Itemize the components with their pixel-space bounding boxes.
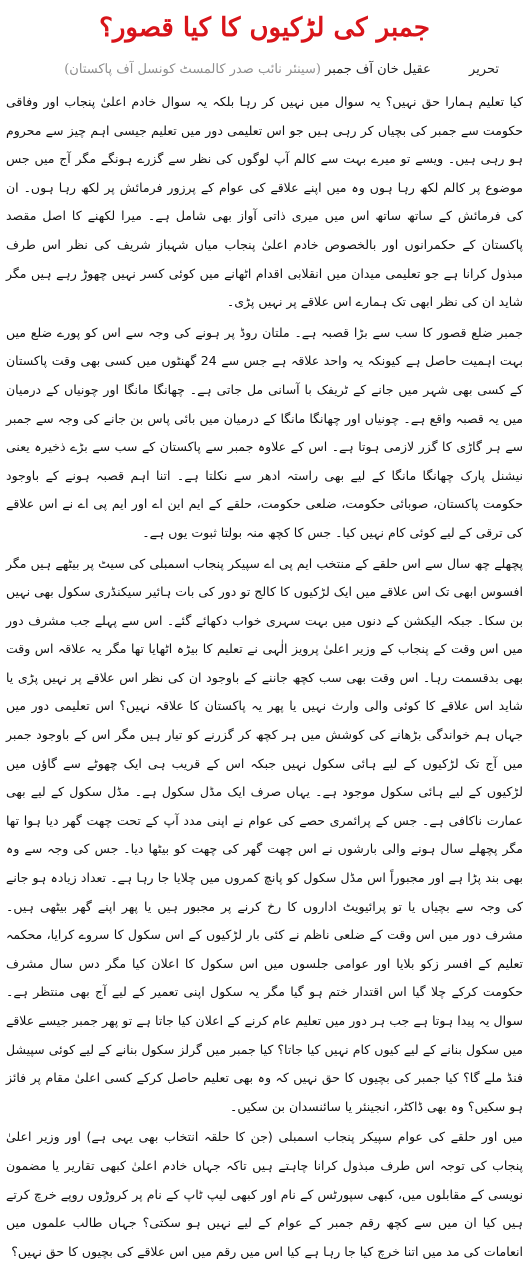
author-name: عقیل خان آف جمبر bbox=[325, 62, 431, 77]
article-page bbox=[0, 4, 529, 1262]
author-role: (سینئر نائب صدر کالمسٹ کونسل آف پاکستان) bbox=[64, 62, 321, 77]
paragraph: جمبر ضلع قصور کا سب سے بڑا قصبہ ہے۔ ملتان روڈ پر ہونے کی وجہ سے اس کو پورے ضلع میں بہت اہمیت حاصل ہے کیونکہ یہ واحد علاقہ ہے جس سے 24 گھنٹوں میں کسی بھی وقت پاکستان کے کسی بھی شہر میں جانے کے ٹریفک با آسانی مل جاتی ہے۔ چھانگا مانگا اور چونیاں کے درمیان میں یہ قصبہ واقع ہے۔ چونیاں اور چھانگا مانگا کے درمیان میں بائی پاس بن جانے کی وجہ سے جمبر سے ہر گاڑی کا گزر لازمی ہوتا ہے۔ اس کے علاوہ جمبر سے پاکستان کے سب سے بڑے ذخیرہ یعنی نیشنل پارک چھانگا مانگا کے لیے بھی راستہ ادھر سے نکلتا ہے۔ اتنا اہم قصبہ ہونے کے باوجود حکومت پاکستان، صوبائی حکومت، ضلعی حکومت، حلقے کے ایم این اے اور ایم پی اے نے اس علاقے کی ترقی کے لیے کوئی کام نہیں کیا۔ جس کا کچھ منہ بولتا ثبوت یوں ہے۔ bbox=[6, 324, 523, 540]
byline bbox=[6, 52, 523, 88]
byline-label: تحریر bbox=[469, 62, 499, 77]
paragraph: پچھلے چھ سال سے اس حلقے کے منتخب ایم پی اے سپیکر پنجاب اسمبلی کی سیٹ پر بیٹھے ہیں مگر افسوس ابھی تک اس علاقے میں ایک لڑکیوں کا کالج تو دور کی بات ہائیر سیکنڈری سکول بھی نہیں بن سکا۔ جبکہ الیکشن کے دنوں میں بہت سہری خواب دکھائے گئے۔ اس سے پہلے جب مشرف دور میں اس وقت کے پنجاب کے وزیر اعلیٰ پرویز الٰہی نے تعلیم کا بیڑہ اٹھایا تھا مگر یہ علاقہ اس وقت بھی بدقسمت رہا۔ اس وقت بھی سب کچھ جاننے کے باوجود ان کی نظر اس علاقے پر نہیں پڑی یا شاید اس علاقے کا کوئی والی وارث نہیں یا پھر یہ پاکستان کا علاقہ نہیں؟ اس تعلیمی دور میں جہاں ہم خواندگی بڑھانے کی کوشش میں ہر کچھ کر گزرنے کو تیار ہیں مگر اس کے باوجود جمبر میں آج تک لڑکیوں کے لیے ہائی سکول نہیں جبکہ اس کے قریب ہی ایک چھوٹے سے گاؤں میں لڑکیوں کے لیے ہائی سکول موجود ہے۔ یہاں صرف ایک مڈل سکول ہے۔ مڈل سکول کے لیے بھی عمارت ناکافی ہے۔ جس کے پرائمری حصے کی عوام نے اپنی مدد آپ کے تحت چھت گھر دیا ہوا تھا مگر پچھلے سال ہونے والی بارشوں نے اس چھت گھر کی چھت کو بیٹھا دیا۔ جس کی وجہ سے وہ بھی بند پڑا ہے اور مجبوراً اس مڈل سکول کو پانچ کمروں میں چلایا جا رہا ہے۔ تعداد زیادہ ہو جانے کی وجہ سے بچیاں یا تو پرائیویٹ اداروں کا رخ کرنے پر مجبور ہیں یا پھر اپنے گھر بیٹھی ہیں۔ مشرف دور میں اس وقت کے ضلعی ناظم نے کئی بار لڑکیوں کے اس سکول کا سروے کرایا، محکمہ تعلیم کے افسر زکو بلایا اور عوامی جلسوں میں اس سکول کا اعلان کیا مگر دس سال مشرف حکومت کرکے چلا گیا اس اقتدار ختم ہو گیا مگر یہ سکول اپنی تعمیر کے لیے آج بھی منتظر ہے۔ سوال یہ پیدا ہوتا ہے جب ہر دور میں تعلیم عام کرنے کے اعلان کیا جاتا ہے تو پھر جمبر جیسے علاقے میں سکول بنانے کے لیے کیوں کام نہیں کیا جاتا؟ کیا جمبر میں گرلز سکول بنانے کے لیے کوئی سپیشل فنڈ ملے گا؟ کیا جمبر کی بچیوں کا حق نہیں کہ وہ بھی تعلیم حاصل کرکے کسی اعلیٰ مقام پر فائز ہو سکیں؟ وہ بھی ڈاکٹر، انجینئر یا سائنسدان بن سکیں۔ bbox=[6, 555, 523, 1114]
article-title: جمبر کی لڑکیوں کا کیا قصور؟ bbox=[99, 13, 430, 43]
paragraph: میں اور حلقے کی عوام سپیکر پنجاب اسمبلی (جن کا حلقہ انتخاب بھی یہی ہے) اور وزیر اعلیٰ پنجاب کی توجہ اس طرف مبذول کرانا چاہتے ہیں تاکہ جہاں خادم اعلیٰ کبھی تقاریر یا مضمون نویسی کے مقابلوں میں، کبھی سپورٹس کے نام اور کبھی لیپ ٹاپ کے نام پر کروڑوں روپے خرچ کرتے ہیں کیا ان میں سے کچھ رقم جمبر کے عوام کے لیے نہیں ہو سکتی؟ جہاں طالب علموں میں انعامات کی مد میں اتنا خرچ کیا جا رہا ہے کیا اس میں رقم میں اس علاقے کی بچیوں کا حق نہیں؟ bbox=[6, 1129, 523, 1259]
article-body bbox=[6, 88, 523, 1266]
paragraph: کیا تعلیم ہمارا حق نہیں؟ یہ سوال میں نہیں کر رہا بلکہ یہ سوال خادم اعلیٰ پنجاب اور وفاقی حکومت سے جمبر کی بچیاں کر رہی ہیں جو اس تعلیمی دور میں تعلیم جیسی اہم چیز سے محروم ہو رہی ہیں۔ ویسے تو میرے بہت سے کالم آپ لوگوں کی نظر سے گزرے ہونگے مگر آج میں جس موضوع پر کالم لکھ رہا ہوں وہ میں اپنے علاقے کی عوام کے پرزور فرمائش پر لکھ رہا ہوں۔ ان کی فرمائش کے ساتھ ساتھ اس میں میری ذاتی آواز بھی شامل ہے۔ میرا لکھنے کا اصل مقصد پاکستان کے حکمرانوں اور بالخصوص خادم اعلیٰ پنجاب میاں شہباز شریف کی نظر اس طرف مبذول کرانا ہے جو تعلیمی میدان میں انقلابی اقدام اٹھانے میں کوئی کسر نہیں چھوڑ رہے ہیں مگر شاید ان کی نظر ابھی تک ہمارے اس علاقے پر نہیں پڑی۔ bbox=[6, 94, 523, 310]
